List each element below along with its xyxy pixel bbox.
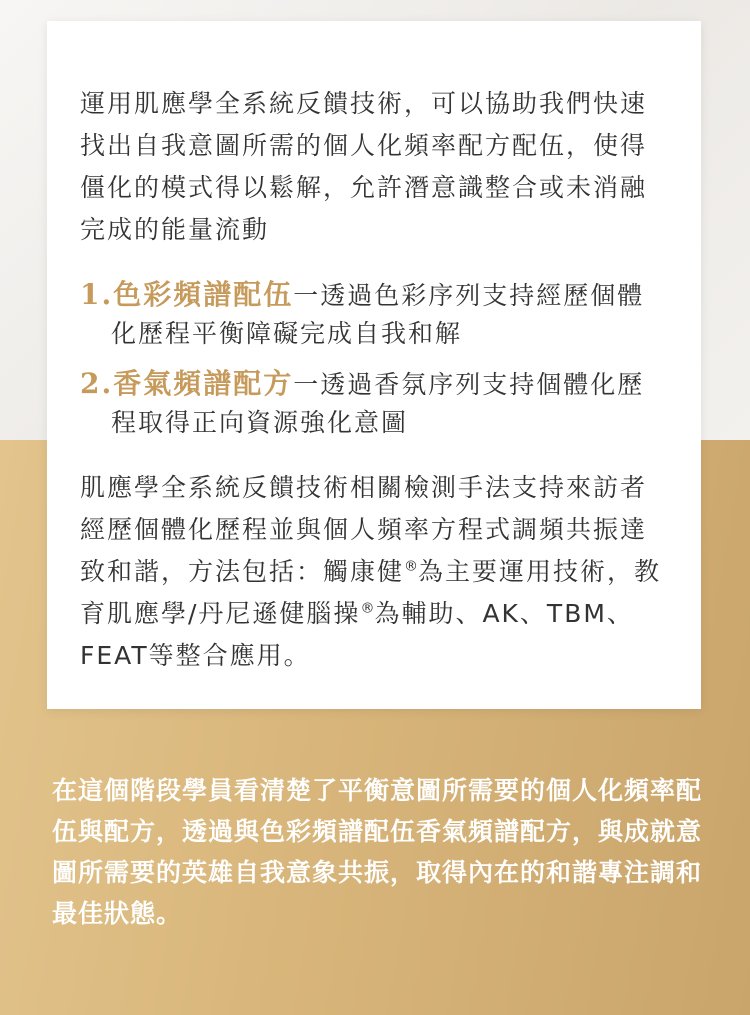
method-list [80, 276, 671, 442]
item-text: 一透過香氛序列支持個體化歷程取得正向資源強化意圖 [111, 370, 645, 437]
item-title: 香氣頻譜配方 [113, 367, 294, 400]
item-number: 1. [80, 278, 114, 311]
item-number: 2. [80, 367, 114, 400]
registered-mark: ® [404, 558, 419, 575]
item-title: 色彩頻譜配伍 [113, 278, 294, 311]
registered-mark: ® [360, 600, 375, 617]
content-card [47, 21, 701, 709]
intro-paragraph: 運用肌應學全系統反饋技術，可以協助我們快速找出自我意圖所需的個人化頻率配方配伍，使得僵化的模式得以鬆解，允許潛意識整合或未消融完成的能量流動 [80, 89, 648, 244]
methods-text-1: 肌應學全系統反饋技術相關檢測手法支持來訪者經歷個體化歷程並與個人頻率方程式調頻共振達致和諧，方法包括：觸康健 [80, 473, 648, 586]
list-item [80, 276, 671, 353]
methods-paragraph [80, 467, 671, 677]
list-item [80, 365, 671, 442]
methods-text-2: 為主要運用技術，教育肌應學/丹尼遜健腦操 [80, 557, 662, 628]
methods-text-3: 為輔助、AK、TBM、FEAT等整合應用。 [80, 599, 634, 670]
item-text: 一透過色彩序列支持經歷個體化歷程平衡障礙完成自我和解 [111, 281, 645, 348]
summary-text: 在這個階段學員看清楚了平衡意圖所需要的個人化頻率配伍與配方，透過與色彩頻譜配伍香氣頻譜配方，與成就意圖所需要的英雄自我意象共振，取得內在的和諧專注調和最佳狀態。 [52, 776, 703, 928]
